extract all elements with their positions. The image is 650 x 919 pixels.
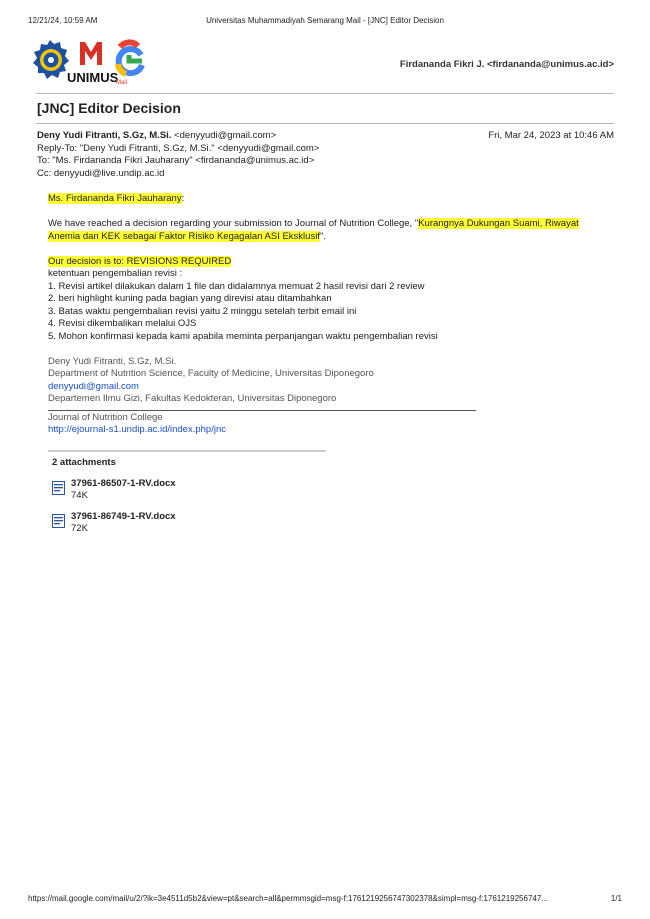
university-seal-icon — [33, 40, 69, 79]
print-url: https://mail.google.com/mail/u/2/?ik=3e4511d5b2&view=pt&search=all&permmsgid=msg-f:1761219256747302378&simpl=msg-f:1761219256747... — [28, 894, 548, 903]
print-page-title: Universitas Muhammadiyah Semarang Mail - [JNC] Editor Decision — [206, 16, 444, 25]
sender-email: <denyyudi@gmail.com> — [174, 130, 277, 141]
cc-row: Cc: denyyudi@live.undip.ac.id — [37, 167, 165, 179]
signature-name: Deny Yudi Fitranti, S.Gz, M.Si. — [48, 355, 177, 367]
word-doc-icon — [52, 514, 65, 528]
logo-text: UNIMUS — [67, 70, 119, 85]
intro-suffix: ". — [319, 230, 326, 242]
print-datetime: 12/21/24, 10:59 AM — [28, 16, 98, 25]
message-body — [48, 193, 608, 437]
provision-item: 4. Revisi dikembalikan melalui OJS — [48, 318, 197, 329]
signature-dept: Department of Nutrition Science, Faculty of Medicine, Universitas Diponegoro — [48, 368, 374, 379]
header-divider — [36, 93, 614, 94]
email-subject: [JNC] Editor Decision — [37, 100, 181, 116]
subject-divider — [36, 123, 614, 124]
word-doc-icon — [52, 481, 65, 495]
logo-sub-text: Mail — [116, 80, 128, 86]
provision-item: 5. Mohon konfirmasi kepada kami apabila meminta perpanjangan waktu pengembalian revisi — [48, 330, 438, 342]
decision-text: Our decision is to: REVISIONS REQUIRED — [48, 255, 232, 267]
provisions-title: ketentuan pengembalian revisi : — [48, 268, 183, 279]
journal-url-link[interactable]: http://ejournal-s1.undip.ac.id/index.php/jnc — [48, 424, 226, 435]
sender-name: Deny Yudi Fitranti, S.Gz, M.Si. — [37, 130, 172, 141]
google-g-icon — [118, 42, 142, 74]
article-title: Kurangnya Dukungan Suami, Riwayat Anemia dan KEK sebagai Faktor Risiko Kegagalan ASI Eksklusif — [48, 218, 579, 242]
gmail-m-icon — [80, 42, 102, 65]
unimus-mail-logo — [30, 38, 152, 88]
signature-dept-id: Departemen Ilmu Gizi, Fakultas Kedokteran, Universitas Diponegoro — [48, 393, 337, 404]
greeting — [48, 193, 608, 206]
attachment-item[interactable] — [52, 511, 252, 537]
signature-email-link[interactable]: denyyudi@gmail.com — [48, 380, 139, 392]
intro-prefix: We have reached a decision regarding your submission to Journal of Nutrition College, " — [48, 218, 419, 229]
greeting-name: Ms. Firdananda Fikri Jauharany — [48, 193, 182, 204]
decision — [48, 256, 608, 269]
sent-date: Fri, Mar 24, 2023 at 10:46 AM — [488, 130, 614, 141]
journal-name: Journal of Nutrition College — [48, 411, 163, 423]
account-label: Firdananda Fikri J. <firdananda@unimus.ac.id> — [399, 59, 614, 70]
message-header — [37, 130, 614, 180]
page-number: 1/1 — [610, 894, 622, 903]
attachment-name[interactable]: 37961-86507-1-RV.docx — [71, 478, 176, 489]
attachments-title: 2 attachments — [52, 457, 116, 468]
provision-item: 3. Batas waktu pengembalian revisi yaitu 2 minggu setelah terbit email ini — [48, 305, 357, 317]
to-row: To: "Ms. Firdananda Fikri Jauharany" <firdananda@unimus.ac.id> — [37, 155, 315, 166]
attachment-item[interactable] — [52, 478, 252, 504]
attachments-divider — [48, 450, 326, 452]
attachment-size: 74K — [71, 490, 88, 501]
attachment-size: 72K — [71, 523, 88, 534]
attachment-name[interactable]: 37961-86749-1-RV.docx — [71, 511, 176, 522]
provision-item: 1. Revisi artikel dilakukan dalam 1 file dan didalamnya memuat 2 hasil revisi dari 2 review — [48, 280, 425, 292]
greeting-suffix: : — [181, 193, 185, 204]
reply-to-row: Reply-To: "Deny Yudi Fitranti, S.Gz, M.Si." <denyyudi@gmail.com> — [37, 142, 320, 154]
signature-divider — [48, 410, 476, 411]
from-row — [37, 130, 614, 143]
intro-paragraph — [48, 218, 608, 243]
provision-item: 2. beri highlight kuning pada bagian yang direvisi atau ditambahkan — [48, 293, 332, 304]
